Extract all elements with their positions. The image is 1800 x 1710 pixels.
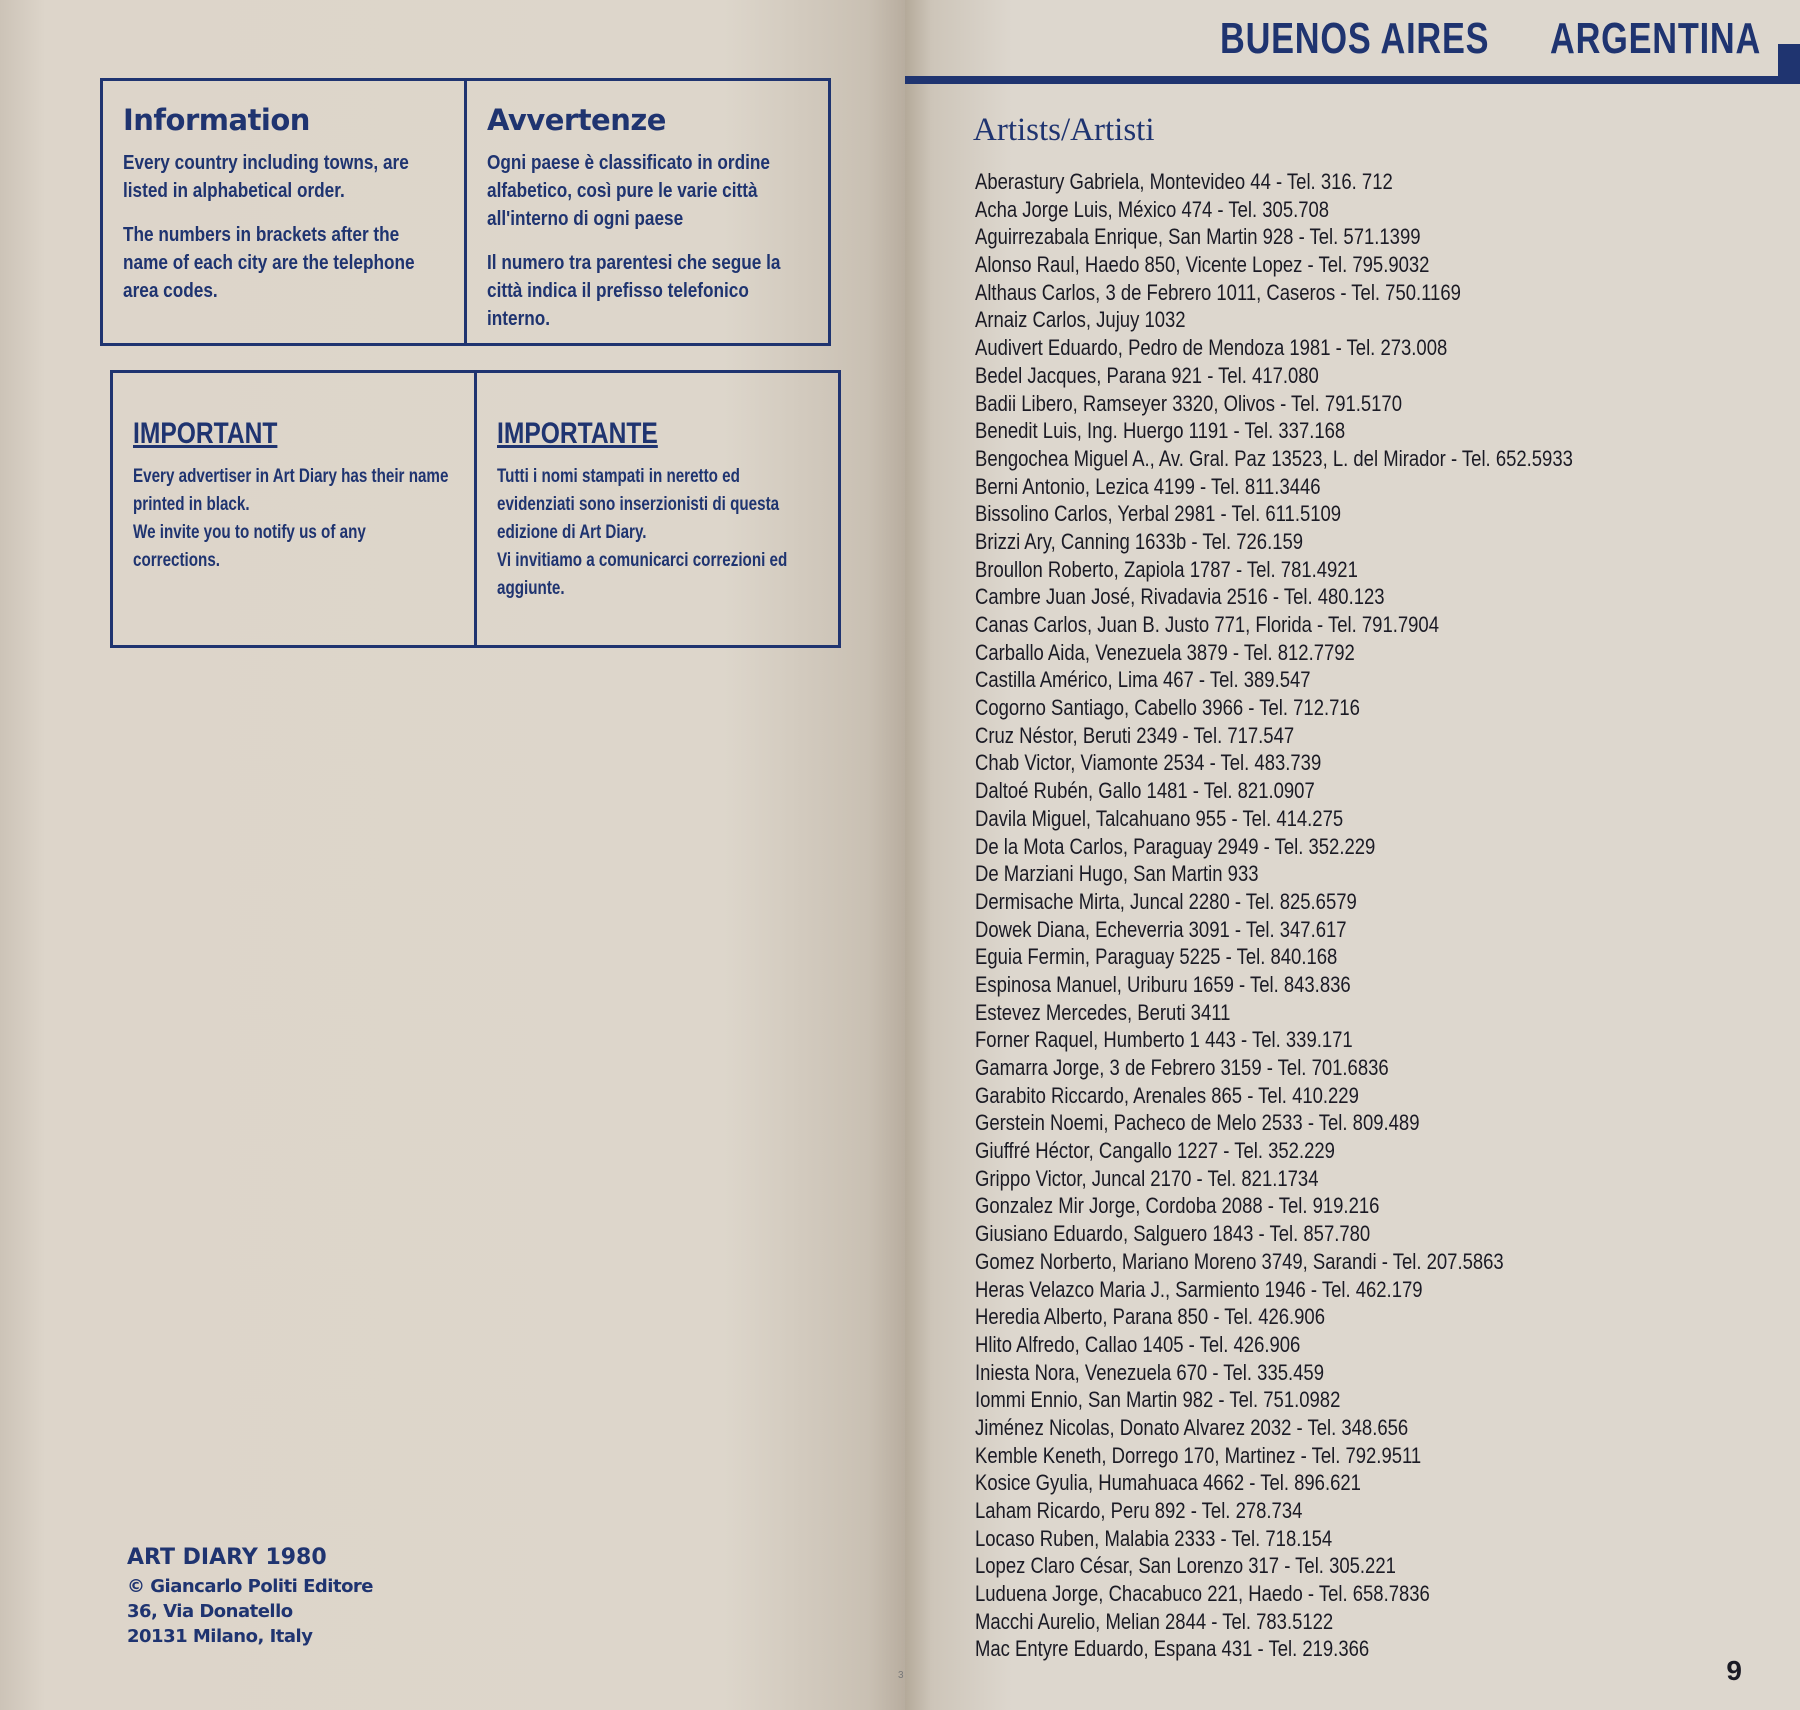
- section-title: Artists/Artisti: [973, 112, 1155, 148]
- importante-title: IMPORTANTE: [497, 417, 658, 450]
- artist-entry: Badii Libero, Ramseyer 3320, Olivos - Tel. 791.5170: [975, 390, 1402, 416]
- artist-entry: Bengochea Miguel A., Av. Gral. Paz 13523, L. del Mirador - Tel. 652.5933: [975, 445, 1573, 471]
- artist-entry: Gomez Norberto, Mariano Moreno 3749, Sarandi - Tel. 207.5863: [975, 1248, 1504, 1274]
- artist-entry: Heredia Alberto, Parana 850 - Tel. 426.906: [975, 1304, 1326, 1330]
- header-rule: [905, 76, 1800, 84]
- header-city: BUENOS AIRES: [1220, 14, 1490, 63]
- artist-entry: Castilla Américo, Lima 467 - Tel. 389.547: [975, 667, 1311, 693]
- artist-entry: Alonso Raul, Haedo 850, Vicente Lopez - Tel. 795.9032: [975, 252, 1430, 278]
- artist-entry: Dowek Diana, Echeverria 3091 - Tel. 347.617: [975, 916, 1347, 942]
- artist-entry: Jiménez Nicolas, Donato Alvarez 2032 - Tel. 348.656: [975, 1414, 1409, 1440]
- artist-entry: Cambre Juan José, Rivadavia 2516 - Tel. 480.123: [975, 584, 1385, 610]
- information-paragraph: The numbers in brackets after the name of each city are the telephone area codes.: [123, 224, 415, 302]
- information-box: [100, 78, 831, 346]
- artist-entry: Carballo Aida, Venezuela 3879 - Tel. 812.7792: [975, 639, 1355, 665]
- artist-entry: Dermisache Mirta, Juncal 2280 - Tel. 825.6579: [975, 888, 1357, 914]
- artist-entry: Mac Entyre Eduardo, Espana 431 - Tel. 219.366: [975, 1636, 1370, 1662]
- artist-entry: Audivert Eduardo, Pedro de Mendoza 1981 - Tel. 273.008: [975, 335, 1448, 361]
- artist-entry: Davila Miguel, Talcahuano 955 - Tel. 414.275: [975, 805, 1344, 831]
- artist-entry: Bissolino Carlos, Yerbal 2981 - Tel. 611.5109: [975, 501, 1342, 527]
- artist-entry: Berni Antonio, Lezica 4199 - Tel. 811.3446: [975, 473, 1321, 499]
- artist-entry: Giusiano Eduardo, Salguero 1843 - Tel. 857.780: [975, 1221, 1371, 1247]
- artist-entry: Estevez Mercedes, Beruti 3411: [975, 999, 1231, 1025]
- importante-paragraph: [497, 463, 815, 603]
- artist-entry: Brizzi Ary, Canning 1633b - Tel. 726.159: [975, 528, 1304, 554]
- important-paragraph: [133, 463, 451, 575]
- artist-entry: Cruz Néstor, Beruti 2349 - Tel. 717.547: [975, 722, 1295, 748]
- important-line: Every advertiser in Art Diary has their name printed in black.: [133, 466, 449, 515]
- importante-cell: [474, 373, 838, 645]
- artist-entry: Locaso Ruben, Malabia 2333 - Tel. 718.154: [975, 1525, 1333, 1551]
- artist-entry: Kemble Keneth, Dorrego 170, Martinez - Tel. 792.9511: [975, 1442, 1422, 1468]
- artist-entry: Luduena Jorge, Chacabuco 221, Haedo - Tel. 658.7836: [975, 1581, 1430, 1607]
- artist-entry: Garabito Riccardo, Arenales 865 - Tel. 410.229: [975, 1082, 1359, 1108]
- avvertenze-paragraph: Ogni paese è classificato in ordine alfabetico, così pure le varie città all'interno di ogni paese: [487, 152, 770, 230]
- artist-list: [975, 168, 1775, 1663]
- information-paragraph: Every country including towns, are listed in alphabetical order.: [123, 152, 409, 202]
- artist-entry: Aguirrezabala Enrique, San Martin 928 - Tel. 571.1399: [975, 224, 1421, 250]
- artist-entry: Aberastury Gabriela, Montevideo 44 - Tel. 316. 712: [975, 169, 1393, 194]
- information-title: Information: [123, 103, 310, 137]
- colophon-line: © Giancarlo Politi Editore: [127, 1576, 374, 1597]
- artist-entry: Iniesta Nora, Venezuela 670 - Tel. 335.459: [975, 1359, 1324, 1385]
- page-header: [905, 8, 1800, 88]
- artist-entry: Giuffré Héctor, Cangallo 1227 - Tel. 352.229: [975, 1138, 1335, 1164]
- information-cell: [103, 81, 464, 343]
- artist-entry: Benedit Luis, Ing. Huergo 1191 - Tel. 337.168: [975, 418, 1346, 444]
- artist-entry: Eguia Fermin, Paraguay 5225 - Tel. 840.168: [975, 944, 1338, 970]
- colophon-line: 36, Via Donatello: [127, 1601, 293, 1622]
- colophon-line: 20131 Milano, Italy: [127, 1626, 313, 1647]
- artist-entry: Broullon Roberto, Zapiola 1787 - Tel. 781.4921: [975, 556, 1358, 582]
- artist-entry: Heras Velazco Maria J., Sarmiento 1946 - Tel. 462.179: [975, 1276, 1423, 1302]
- artist-entry: Hlito Alfredo, Callao 1405 - Tel. 426.906: [975, 1331, 1301, 1357]
- important-line: We invite you to notify us of any corrections.: [133, 522, 366, 571]
- artist-entry: Chab Victor, Viamonte 2534 - Tel. 483.739: [975, 750, 1322, 776]
- artist-entry: Canas Carlos, Juan B. Justo 771, Florida - Tel. 791.7904: [975, 612, 1439, 637]
- artist-entry: Gamarra Jorge, 3 de Febrero 3159 - Tel. 701.6836: [975, 1055, 1389, 1080]
- importante-line: Tutti i nomi stampati in neretto ed evidenziati sono inserzionisti di questa edizione di Art Diary.: [497, 466, 780, 543]
- colophon-title: ART DIARY 1980: [127, 1545, 327, 1570]
- artist-entry: Kosice Gyulia, Humahuaca 4662 - Tel. 896.621: [975, 1470, 1361, 1496]
- artist-entry: Bedel Jacques, Parana 921 - Tel. 417.080: [975, 362, 1319, 388]
- important-cell: [113, 373, 474, 645]
- artist-entry: Daltoé Rubén, Gallo 1481 - Tel. 821.0907: [975, 778, 1315, 804]
- gutter-mark: 3: [898, 1670, 904, 1681]
- artist-entry: Iommi Ennio, San Martin 982 - Tel. 751.0982: [975, 1387, 1341, 1413]
- artist-entry: Espinosa Manuel, Uriburu 1659 - Tel. 843.836: [975, 971, 1351, 997]
- thumb-index-tab: [1778, 44, 1800, 84]
- artist-entry: Lopez Claro César, San Lorenzo 317 - Tel. 305.221: [975, 1553, 1396, 1579]
- avvertenze-title: Avvertenze: [487, 103, 666, 137]
- artist-entry: De la Mota Carlos, Paraguay 2949 - Tel. 352.229: [975, 833, 1376, 859]
- important-title: IMPORTANT: [133, 417, 278, 450]
- right-page: [905, 0, 1800, 1710]
- colophon: [127, 1545, 373, 1649]
- page-number: 9: [1726, 1655, 1742, 1686]
- artist-entry: De Marziani Hugo, San Martin 933: [975, 861, 1259, 887]
- importante-line: Vi invitiamo a comunicarci correzioni ed aggiunte.: [497, 550, 788, 599]
- artist-entry: Gerstein Noemi, Pacheco de Melo 2533 - Tel. 809.489: [975, 1110, 1420, 1136]
- artist-entry: Althaus Carlos, 3 de Febrero 1011, Caseros - Tel. 750.1169: [975, 279, 1461, 305]
- artist-entry: Grippo Victor, Juncal 2170 - Tel. 821.1734: [975, 1165, 1319, 1191]
- artist-entry: Cogorno Santiago, Cabello 3966 - Tel. 712.716: [975, 695, 1360, 721]
- important-box: [110, 370, 841, 648]
- artist-entry: Gonzalez Mir Jorge, Cordoba 2088 - Tel. 919.216: [975, 1193, 1380, 1219]
- avvertenze-paragraph: Il numero tra parentesi che segue la città indica il prefisso telefonico interno.: [487, 252, 781, 330]
- artist-entry: Macchi Aurelio, Melian 2844 - Tel. 783.5122: [975, 1608, 1334, 1634]
- header-country: ARGENTINA: [1550, 14, 1762, 63]
- avvertenze-cell: [464, 81, 828, 343]
- artist-entry: Forner Raquel, Humberto 1 443 - Tel. 339.171: [975, 1027, 1353, 1053]
- artist-entry: Arnaiz Carlos, Jujuy 1032: [975, 307, 1186, 333]
- artist-entry: Laham Ricardo, Peru 892 - Tel. 278.734: [975, 1498, 1303, 1523]
- artist-entry: Acha Jorge Luis, México 474 - Tel. 305.708: [975, 196, 1330, 222]
